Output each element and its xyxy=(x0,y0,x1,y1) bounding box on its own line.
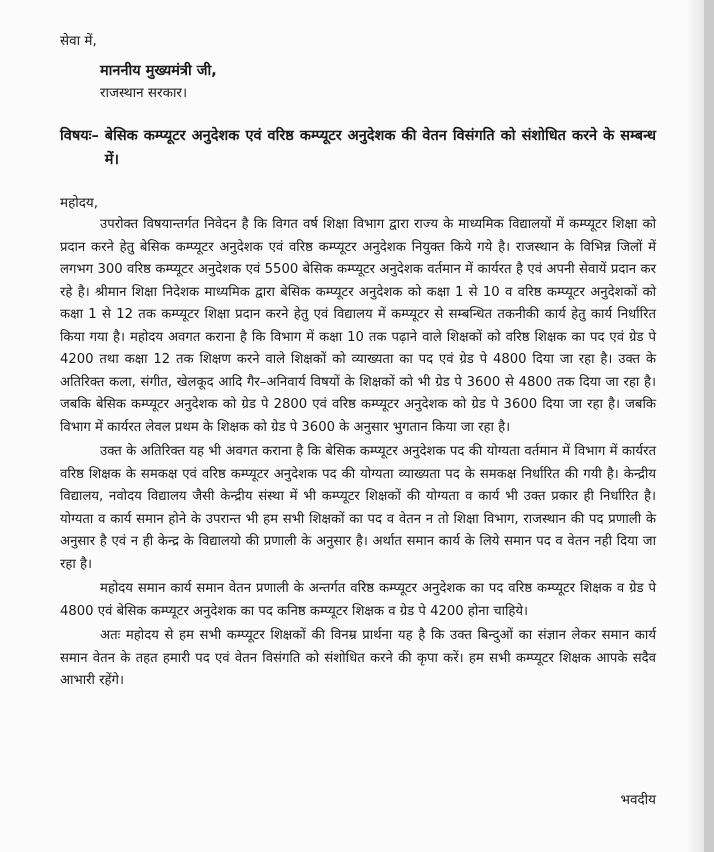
paragraph-3: महोदय समान कार्य समान वेतन प्रणाली के अन्तर्गत वरिष्ठ कम्प्यूटर अनुदेशक का पद वरिष्ठ कम्प्यूटर शिक्षक व ग्रेड पे 4800 एवं बेसिक कम्प्यूटर अनुदेशक का पद कनिष्ठ कम्प्यूटर शिक्षक व ग्रेड पे 4200 होना चाहिये। xyxy=(60,581,656,619)
subject-line xyxy=(60,124,656,172)
subject-label: विषयः– xyxy=(60,128,99,144)
paragraph-4: अतः महोदय से हम सभी कम्प्यूटर शिक्षकों की विनम्र प्रार्थना यह है कि उक्त बिन्दुओं का संज्ञान लेकर समान कार्य समान वेतन के तहत हमारी पद एवं वेतन विसंगति को संशोधित करने की कृपा करें। हम सभी कम्प्यूटर शिक्षक आपके सदैव आभारी रहेंगे। xyxy=(60,628,656,688)
greeting: महोदय, xyxy=(60,195,99,211)
addressee-organization: राजस्थान सरकार। xyxy=(100,85,188,101)
letter-body xyxy=(60,30,656,693)
addressee-name: माननीय मुख्यमंत्री जी, xyxy=(100,63,217,79)
salutation: सेवा में, xyxy=(60,33,97,49)
subject-text: बेसिक कम्प्यूटर अनुदेशक एवं वरिष्ठ कम्प्यूटर अनुदेशक की वेतन विसंगति को संशोधित करने के सम्बन्ध में। xyxy=(104,128,656,168)
paragraph-2: उक्त के अतिरिक्त यह भी अवगत कराना है कि बेसिक कम्प्यूटर अनुदेशक पद की योग्यता वर्तमान में विभाग में कार्यरत वरिष्ठ शिक्षक के समकक्ष एवं वरिष्ठ कम्प्यूटर अनुदेशक पद की योग्यता व्याख्यता पद के समकक्ष निर्धारित की गयी है। केन्द्रीय विद्यालय, नवोदय विद्यालय जैसी केन्द्रीय संस्था में भी कम्प्यूटर शिक्षकों की योग्यता व कार्य भी उक्त प्रकार ही निर्धारित है। योग्यता व कार्य समान होने के उपरान्त भी हम सभी शिक्षकों का पद व वेतन न तो शिक्षा विभाग, राजस्थान की पद प्रणाली के अनुसार है एवं न ही केन्द्र के विद्यालयो की प्रणाली के अनुसार है। अर्थात समान कार्य के लिये समान पद व वेतन नही दिया जा रहा है। xyxy=(60,444,656,572)
signoff: भवदीय xyxy=(620,792,656,808)
paragraph-1: उपरोक्त विषयान्तर्गत निवेदन है कि विगत वर्ष शिक्षा विभाग द्वारा राज्य के माध्यमिक विद्यालयों में कम्प्यूटर शिक्षा को प्रदान करने हेतु बेसिक कम्प्यूटर अनुदेशक एवं वरिष्ठ कम्प्यूटर अनुदेशक नियुक्त किये गये है। राजस्थान के विभिन्न जिलों में लगभग 300 वरिष्ठ कम्प्यूटर अनुदेशक एवं 5500 बेसिक कम्प्यूटर अनुदेशक वर्तमान में कार्यरत है एवं अपनी सेवायें प्रदान कर रहे है। श्रीमान शिक्षा निदेशक माध्यमिक द्वारा बेसिक कम्प्यूटर अनुदेशक को कक्षा 1 से 10 व वरिष्ठ कम्प्यूटर अनुदेशकों को कक्षा 1 से 12 तक कम्प्यूटर शिक्षा प्रदान करने हेतु एवं विद्यालय में कम्प्यूटर से सम्बन्धित तकनीकी कार्य हेतु कार्य निर्धारित किया गया है। महोदय अवगत कराना है कि विभाग में कक्षा 10 तक पढ़ाने वाले शिक्षकों को वरिष्ठ शिक्षक का पद एवं ग्रेड पे 4200 तथा कक्षा 12 तक शिक्षण करने वाले शिक्षकों को व्याख्यता का पद एवं ग्रेड पे 4800 दिया जा रहा है। उक्त के अतिरिक्त कला, संगीत, खेलकूद आदि गैर–अनिवार्य विषयों के शिक्षकों को भी ग्रेड पे 3600 से 4800 तक दिया जा रहा है। जबकि बेसिक कम्प्यूटर अनुदेशक को ग्रेड पे 2800 एवं वरिष्ठ कम्प्यूटर अनुदेशक को ग्रेड पे 3600 दिया जा रहा है। जबकि विभाग में कार्यरत लेवल प्रथम के शिक्षक को ग्रेड पे 3600 के अनुसार भुगतान किया जा रहा है। xyxy=(60,217,656,435)
page-edge-shadow xyxy=(686,0,704,852)
